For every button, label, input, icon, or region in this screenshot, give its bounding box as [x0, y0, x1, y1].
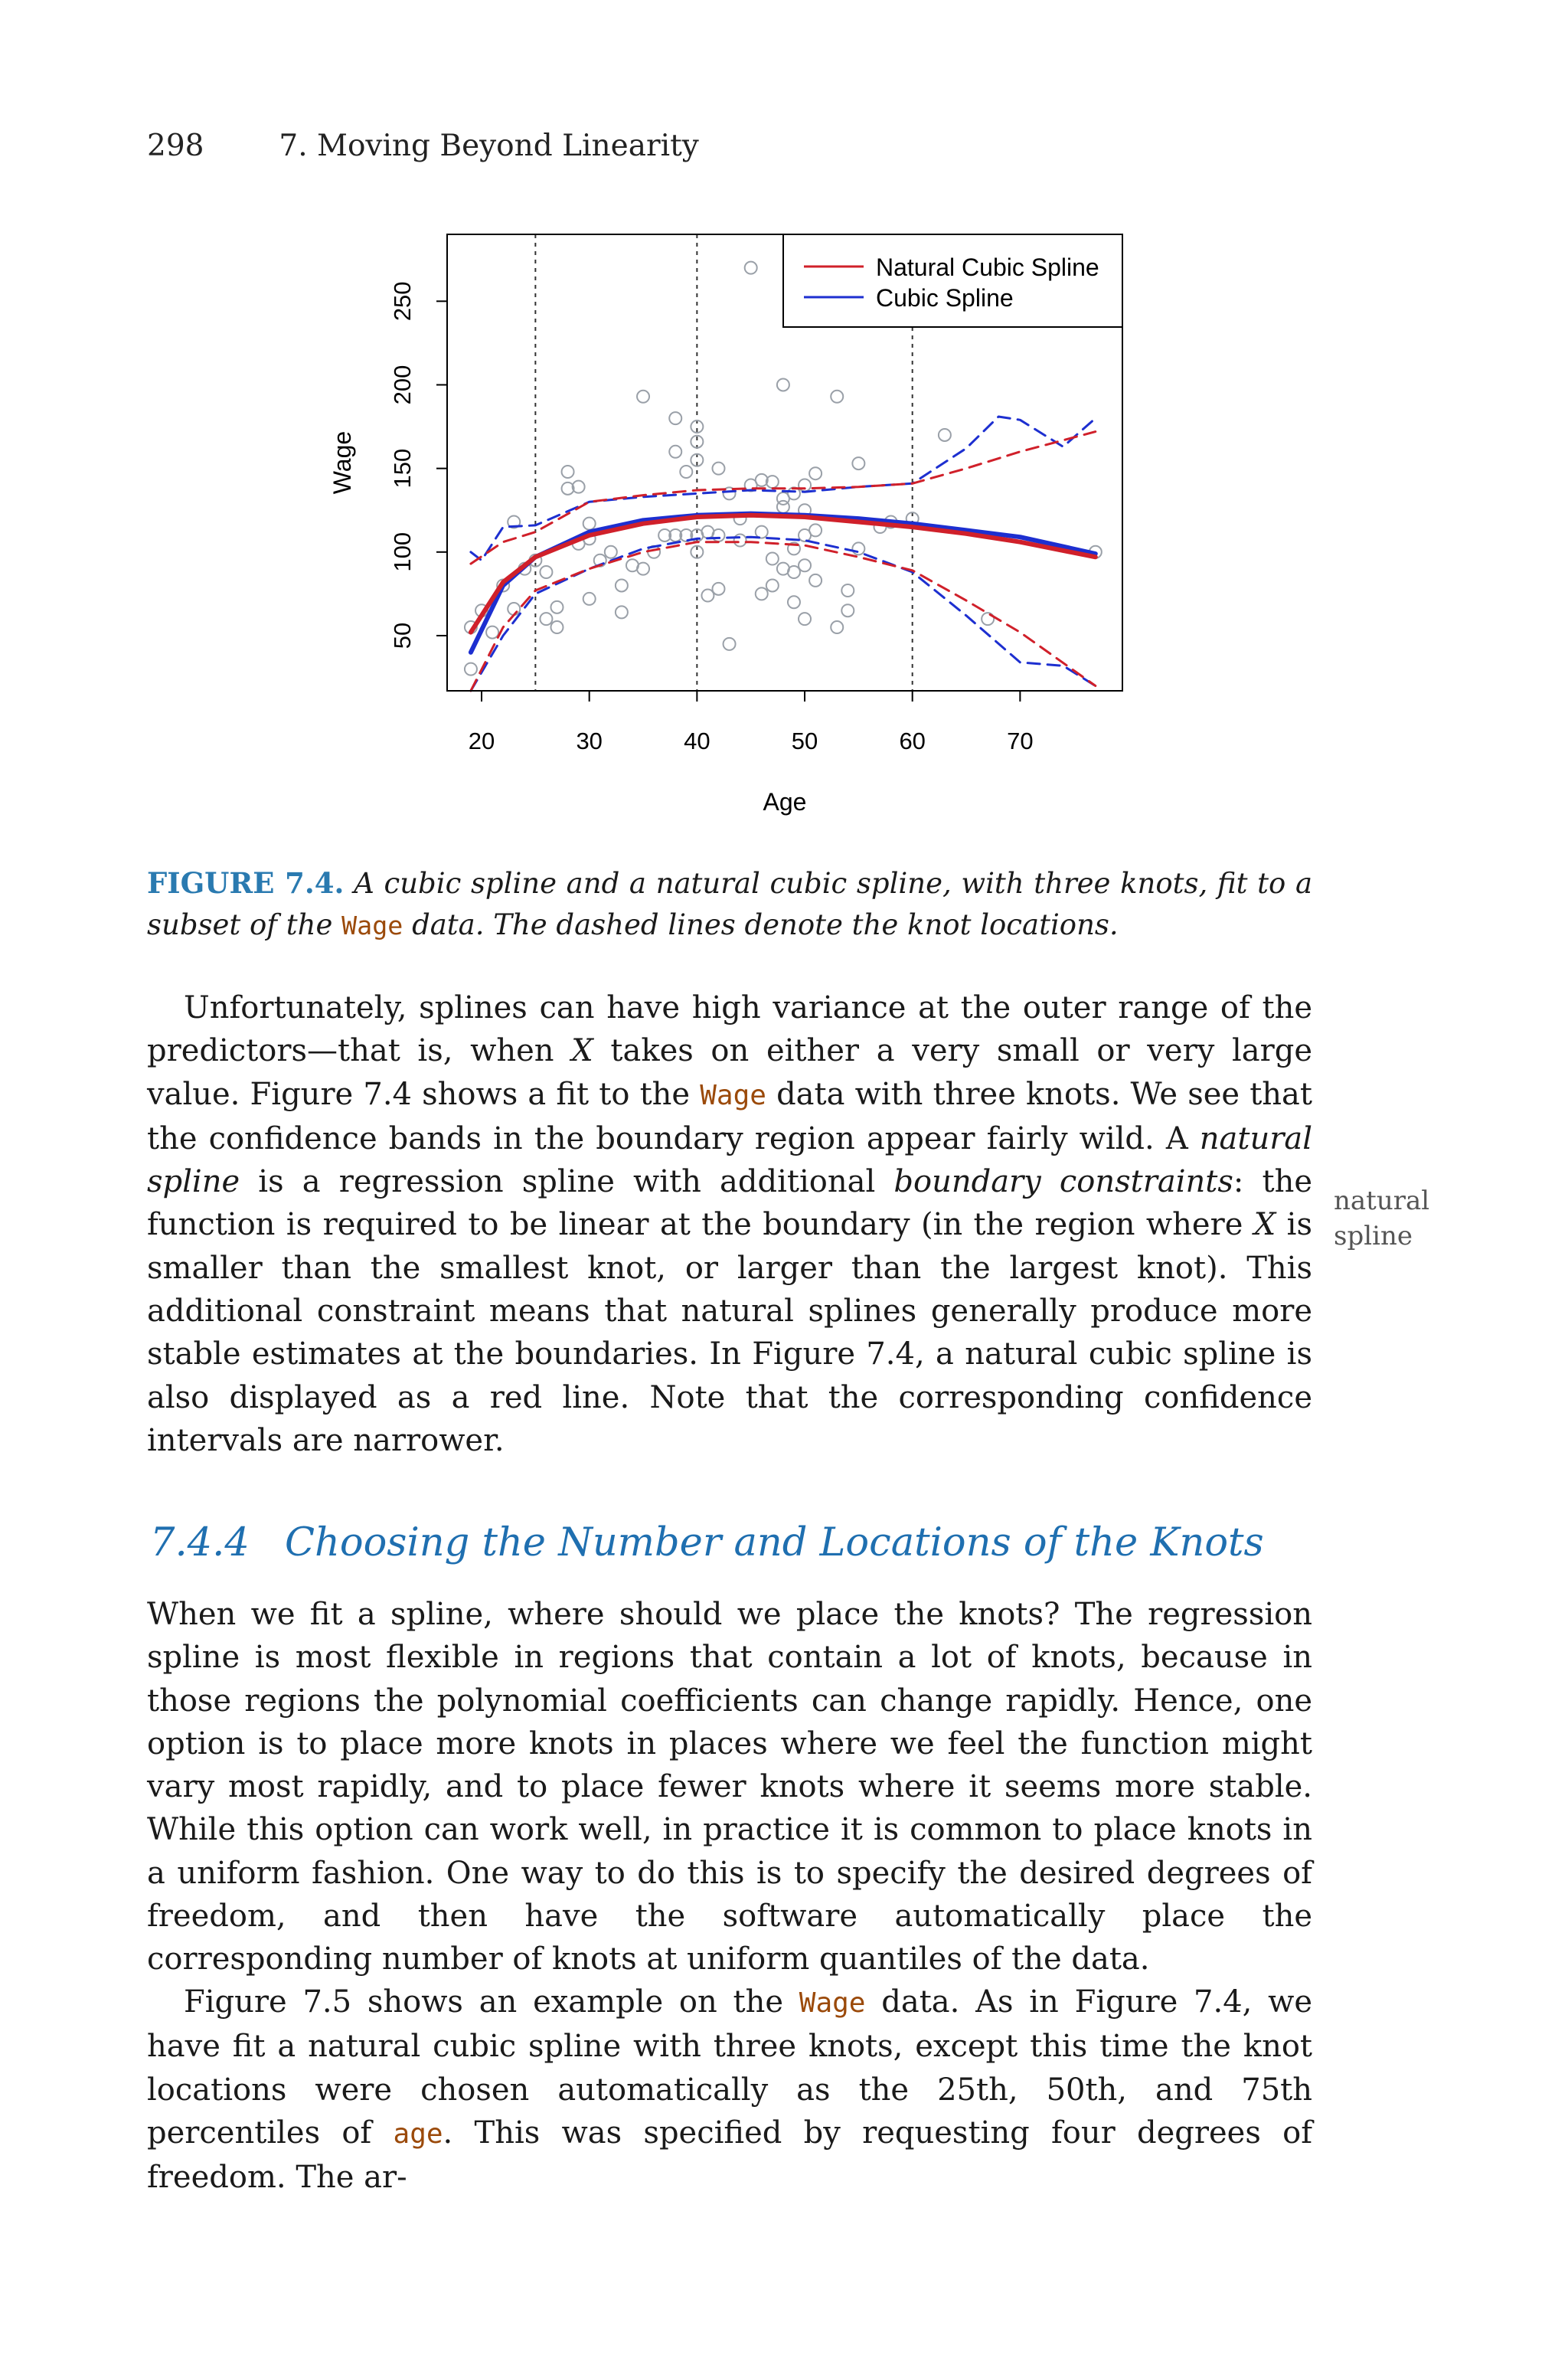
- code-age: age: [393, 2118, 443, 2150]
- data-point: [712, 463, 724, 475]
- term-boundary-constraints: boundary constraints: [893, 1164, 1233, 1200]
- data-point: [508, 603, 520, 615]
- data-point: [734, 535, 746, 547]
- data-point: [562, 466, 574, 478]
- data-point: [841, 604, 854, 617]
- data-point: [745, 262, 757, 274]
- x-tick-label: 40: [684, 728, 710, 754]
- data-point: [605, 546, 617, 558]
- caption-text-end: data. The dashed lines denote the knot locations.: [412, 908, 1119, 941]
- math-x: X: [571, 1033, 593, 1069]
- paragraph-splines-variance: Unfortunately, splines can have high variance at the outer range of the predictors—that is, when X takes on either a very small or very large value. Figure 7.4 shows a fit to the Wage data with three knots. We see that the confidence bands in the boundary region appear fairly wild. A natural spline is a regression spline with additional boundary constraints: the function is required to be linear at the boundary (in the region where X is smaller than the smallest knot, or larger than the largest knot). This additional constraint means that natural splines generally produce more stable estimates at the boundaries. In Figure 7.4, a natural cubic spline is also displayed as a red line. Note that the corresponding confidence intervals are narrower.: [147, 990, 1313, 1458]
- data-point: [550, 621, 563, 633]
- math-x: X: [1253, 1207, 1276, 1243]
- figure-caption: [147, 862, 1312, 947]
- data-point: [540, 613, 552, 625]
- y-tick-label: 150: [389, 448, 416, 489]
- data-point: [680, 466, 692, 478]
- chapter-title: 7. Moving Beyond Linearity: [279, 129, 699, 163]
- data-point: [550, 601, 563, 613]
- data-point: [583, 518, 596, 530]
- y-tick-label: 200: [389, 365, 416, 405]
- section-heading: [150, 1520, 1264, 1565]
- term-natural-spline: natural spline: [147, 1120, 1313, 1200]
- y-tick-label: 100: [389, 532, 416, 572]
- page-number: 298: [147, 129, 204, 163]
- data-point: [616, 606, 628, 618]
- data-point: [724, 638, 736, 650]
- data-point: [637, 563, 649, 575]
- data-point: [852, 542, 864, 554]
- data-point: [637, 391, 649, 403]
- legend-natural-label: Natural Cubic Spline: [876, 254, 1099, 281]
- code-wage: Wage: [700, 1079, 766, 1111]
- x-tick-label: 50: [791, 728, 818, 754]
- data-point: [939, 429, 951, 441]
- data-point: [777, 501, 789, 513]
- data-point: [669, 446, 681, 458]
- y-tick-label: 50: [389, 622, 416, 649]
- natural-confidence-band: [471, 542, 1096, 691]
- data-point: [788, 566, 800, 578]
- x-tick-label: 70: [1007, 728, 1034, 754]
- data-point: [669, 412, 681, 424]
- margin-note: natural spline: [1334, 1186, 1430, 1251]
- data-point: [756, 587, 768, 600]
- x-tick-label: 20: [468, 728, 495, 754]
- legend: [783, 234, 1122, 327]
- data-point: [809, 524, 822, 536]
- section-number: 7.4.4: [150, 1520, 250, 1565]
- data-point: [583, 593, 596, 605]
- paragraph-knot-placement: When we fit a spline, where should we place the knots? The regression spline is most flexible in regions that contain a lot of knots, because in those regions the polynomial coefficients can change rapidly. Hence, one option is to place more knots in places where we feel the function might vary most rapidly, and to place fewer knots where it seems more stable. While this option can work well, in practice it is common to place knots in a uniform fashion. One way to do this is to specify the desired degrees of freedom, and then have the software automatically place the corresponding number of knots at uniform quantiles of the data.: [147, 1597, 1312, 1977]
- data-point: [465, 663, 477, 675]
- data-point: [809, 574, 822, 587]
- data-point: [766, 553, 779, 565]
- data-point: [799, 613, 811, 625]
- code-wage: Wage: [799, 1987, 866, 2019]
- caption-label: FIGURE 7.4.: [147, 866, 345, 900]
- data-point: [616, 579, 628, 591]
- data-point: [852, 457, 864, 469]
- section-title-text: Choosing the Number and Locations of the Knots: [285, 1520, 1264, 1565]
- cubic-confidence-band: [471, 537, 1096, 691]
- figure-7-4-chart: [0, 0, 1568, 842]
- caption-code: Wage: [341, 911, 403, 940]
- data-point: [701, 590, 714, 602]
- data-point: [788, 596, 800, 608]
- data-point: [777, 378, 789, 391]
- x-tick-label: 60: [899, 728, 926, 754]
- data-point: [540, 566, 552, 578]
- data-point: [799, 559, 811, 571]
- data-point: [841, 584, 854, 597]
- data-point: [712, 583, 724, 595]
- caption-text: A cubic spline and a natural cubic spline, with three knots, fit to a subset of the: [147, 867, 1313, 941]
- cubic-spline-fit: [471, 514, 1096, 653]
- legend-cubic-label: Cubic Spline: [876, 284, 1014, 312]
- data-point: [712, 529, 724, 541]
- data-point: [756, 526, 768, 538]
- y-tick-label: 250: [389, 281, 416, 322]
- x-tick-label: 30: [576, 728, 603, 754]
- data-point: [831, 621, 843, 633]
- data-point: [831, 391, 843, 403]
- x-axis-label: Age: [763, 788, 807, 816]
- data-point: [809, 467, 822, 479]
- y-axis-label: Wage: [328, 430, 356, 495]
- paragraph-figure-7-5: Figure 7.5 shows an example on the Wage data. As in Figure 7.4, we have fit a natural cubic spline with three knots, except this time the knot locations were chosen automatically as the 25th, 50th, and 75th percentiles of age. This was specified by requesting four degrees of freedom. The ar-: [147, 1984, 1313, 2196]
- data-point: [766, 579, 779, 591]
- data-point: [486, 626, 498, 639]
